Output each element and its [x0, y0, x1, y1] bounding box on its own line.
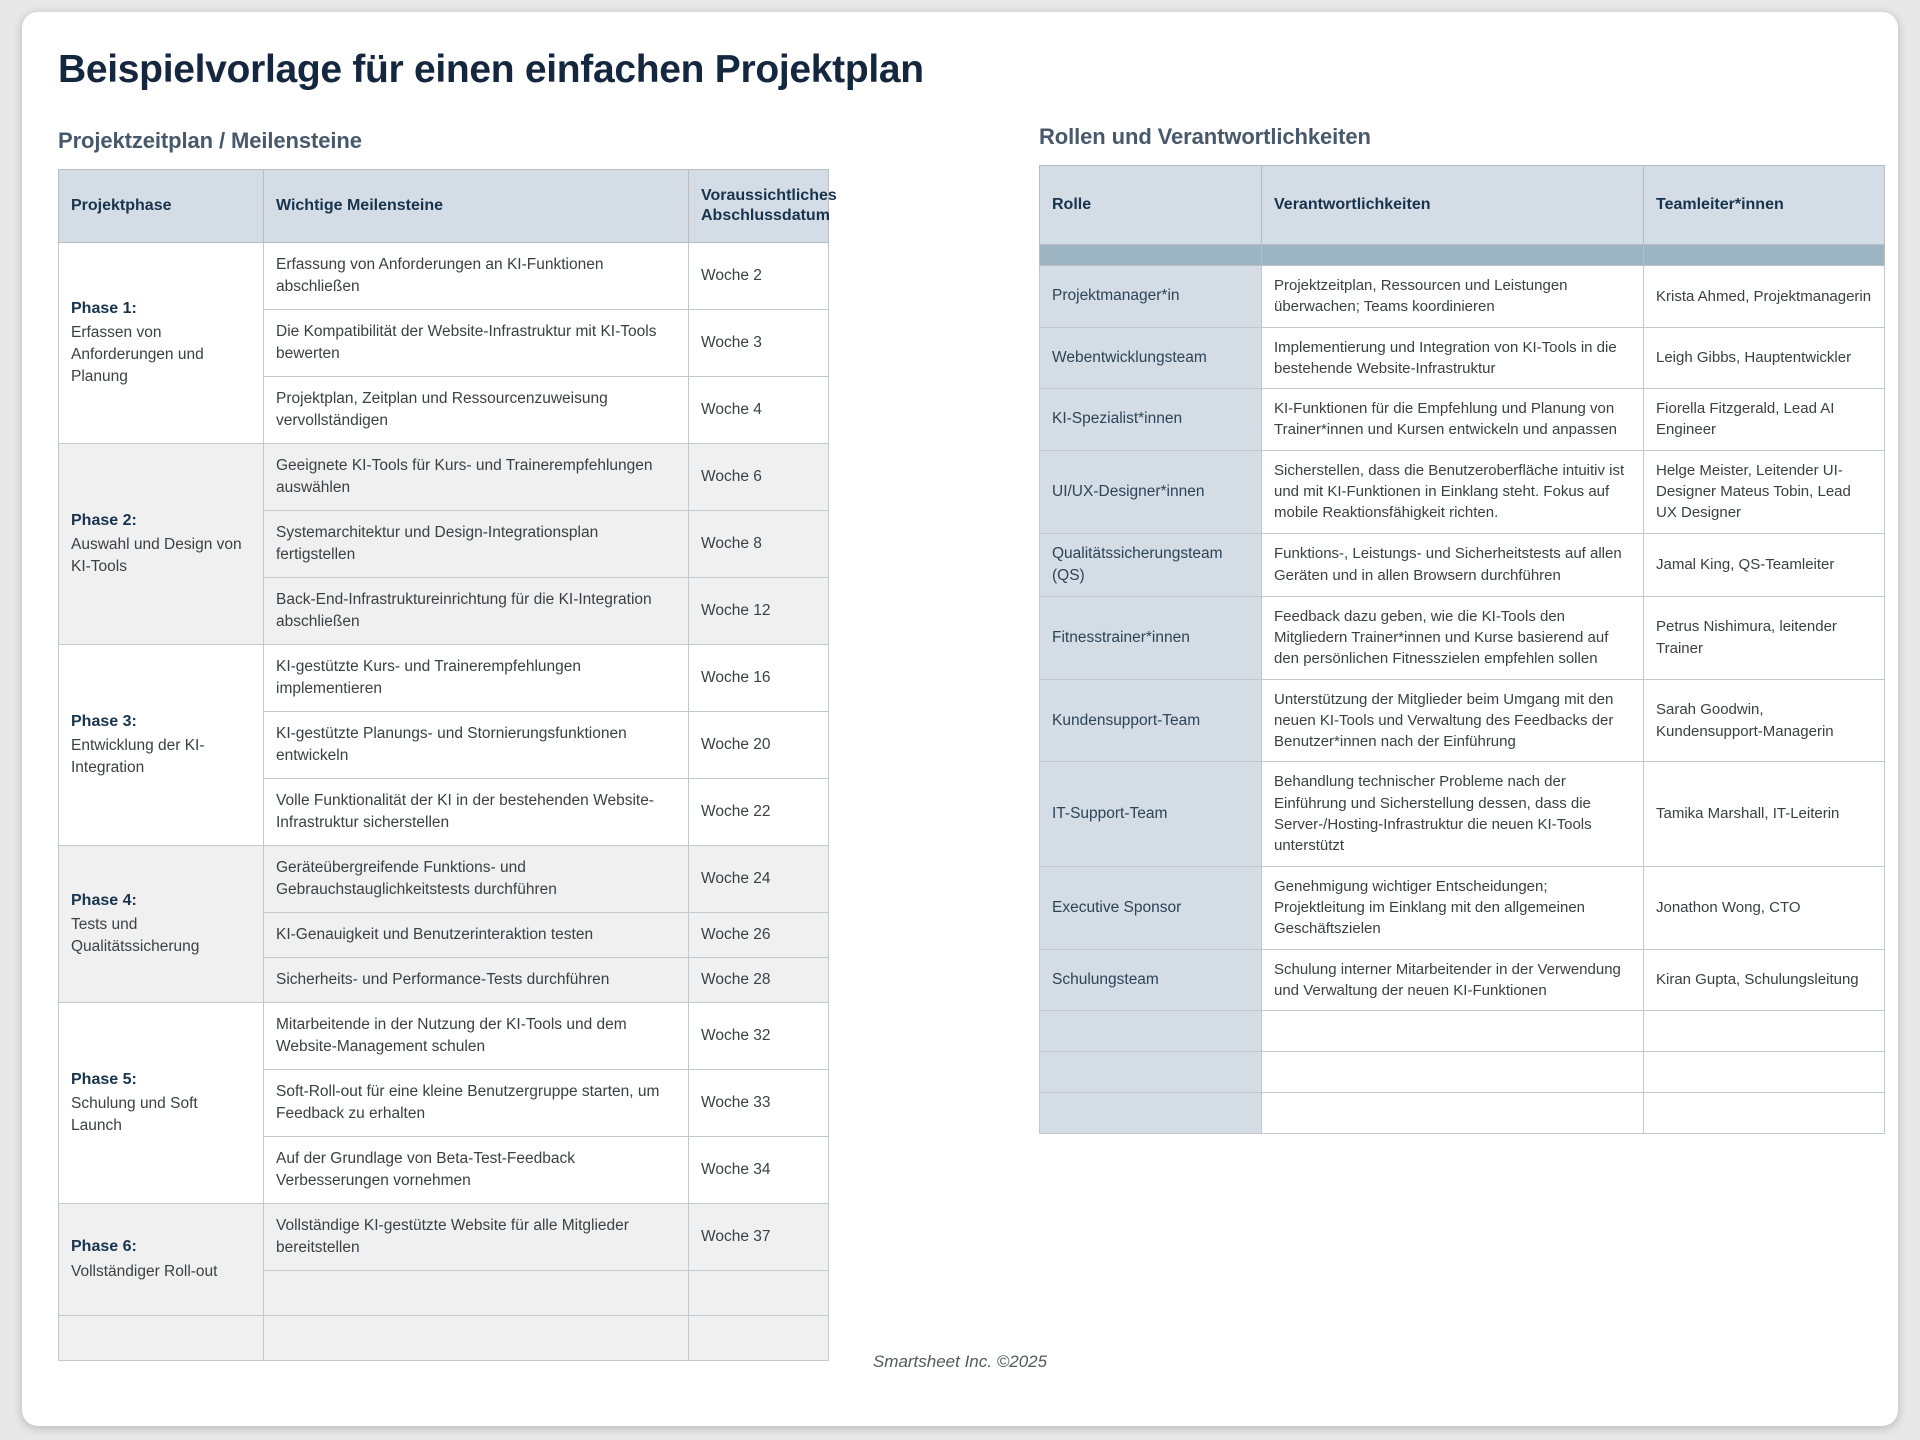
milestone-cell: Geeignete KI-Tools für Kurs- und Trainerempfehlungen auswählen: [264, 444, 689, 511]
column-header-projektphase: Projektphase: [59, 170, 264, 243]
roles-row: [1040, 949, 1885, 1011]
team-lead-cell: Kiran Gupta, Schulungsleitung: [1644, 949, 1885, 1011]
phase-cell: [59, 1003, 264, 1204]
phase-name: Phase 2:: [71, 511, 137, 529]
roles-row: [1040, 1011, 1885, 1052]
column-header-rolle: Rolle: [1040, 166, 1262, 245]
timeline-row: [59, 1204, 829, 1271]
phase-cell: [59, 1204, 264, 1316]
completion-date-cell: [689, 1271, 829, 1316]
roles-row: [1040, 1052, 1885, 1093]
milestone-cell: KI-Genauigkeit und Benutzerinteraktion testen: [264, 913, 689, 958]
timeline-table: [58, 169, 837, 1361]
responsibility-cell: Genehmigung wichtiger Entscheidungen; Projektleitung im Einklang mit den allgemeinen Geschäftszielen: [1262, 866, 1644, 949]
completion-date-cell: Woche 33: [689, 1070, 829, 1137]
phase-description: Auswahl und Design von KI-Tools: [71, 536, 242, 576]
roles-row: [1040, 450, 1885, 533]
roles-table-head: [1040, 166, 1885, 245]
role-cell: Schulungsteam: [1040, 949, 1262, 1011]
completion-date-cell: Woche 22: [689, 779, 829, 846]
timeline-header-row: [59, 170, 829, 243]
responsibility-cell: KI-Funktionen für die Empfehlung und Planung von Trainer*innen und Kursen entwickeln und anpassen: [1262, 389, 1644, 451]
completion-date-cell: Woche 2: [689, 243, 829, 310]
column-header-verantwortlichkeiten: Verantwortlichkeiten: [1262, 166, 1644, 245]
team-lead-cell: Petrus Nishimura, leitender Trainer: [1644, 596, 1885, 679]
responsibility-cell: Schulung interner Mitarbeitender in der Verwendung und Verwaltung der neuen KI-Funktionen: [1262, 949, 1644, 1011]
role-cell: [1040, 1052, 1262, 1093]
phase-description: Erfassen von Anforderungen und Planung: [71, 324, 204, 386]
completion-date-cell: Woche 32: [689, 1003, 829, 1070]
role-cell: Fitnesstrainer*innen: [1040, 596, 1262, 679]
document-page: [22, 12, 1898, 1426]
completion-date-cell: Woche 12: [689, 578, 829, 645]
roles-row: [1040, 679, 1885, 762]
completion-date-cell: Woche 16: [689, 645, 829, 712]
phase-description: Vollständiger Roll-out: [71, 1262, 218, 1280]
roles-table-body: [1040, 245, 1885, 1134]
team-lead-cell: Krista Ahmed, Projektmanagerin: [1644, 266, 1885, 328]
roles-divider-cell: [1262, 245, 1644, 266]
responsibility-cell: Implementierung und Integration von KI-Tools in die bestehende Website-Infrastruktur: [1262, 327, 1644, 389]
phase-name: Phase 4:: [71, 891, 137, 909]
role-cell: [1040, 1011, 1262, 1052]
phase-cell: [59, 243, 264, 444]
milestone-cell: Auf der Grundlage von Beta-Test-Feedback Verbesserungen vornehmen: [264, 1137, 689, 1204]
roles-row: [1040, 327, 1885, 389]
milestone-cell: Erfassung von Anforderungen an KI-Funktionen abschließen: [264, 243, 689, 310]
role-cell: Qualitätssicherungsteam (QS): [1040, 533, 1262, 596]
timeline-heading: Projektzeitplan / Meilensteine: [58, 128, 362, 153]
milestone-cell: Sicherheits- und Performance-Tests durchführen: [264, 958, 689, 1003]
phase-description: Schulung und Soft Launch: [71, 1095, 198, 1135]
role-cell: [1040, 1093, 1262, 1134]
phase-name: Phase 6:: [71, 1238, 137, 1256]
milestone-cell: Vollständige KI-gestützte Website für alle Mitglieder bereitstellen: [264, 1204, 689, 1271]
phase-name: Phase 3:: [71, 712, 137, 730]
role-cell: Kundensupport-Team: [1040, 679, 1262, 762]
timeline-row: [59, 243, 829, 310]
responsibility-cell: Projektzeitplan, Ressourcen und Leistungen überwachen; Teams koordinieren: [1262, 266, 1644, 328]
roles-row: [1040, 866, 1885, 949]
team-lead-cell: [1644, 1011, 1885, 1052]
role-cell: Executive Sponsor: [1040, 866, 1262, 949]
phase-name: Phase 1:: [71, 299, 137, 317]
milestone-cell: Die Kompatibilität der Website-Infrastruktur mit KI-Tools bewerten: [264, 310, 689, 377]
milestone-cell: Mitarbeitende in der Nutzung der KI-Tools und dem Website-Management schulen: [264, 1003, 689, 1070]
completion-date-cell: Woche 4: [689, 377, 829, 444]
completion-date-cell: Woche 6: [689, 444, 829, 511]
roles-header-row: [1040, 166, 1885, 245]
timeline-row: [59, 846, 829, 913]
roles-row: [1040, 533, 1885, 596]
responsibility-cell: Funktions-, Leistungs- und Sicherheitstests auf allen Geräten und in allen Browsern durchführen: [1262, 533, 1644, 596]
phase-description: Entwicklung der KI-Integration: [71, 737, 205, 777]
team-lead-cell: Leigh Gibbs, Hauptentwickler: [1644, 327, 1885, 389]
timeline-section: [58, 128, 837, 1361]
team-lead-cell: Sarah Goodwin, Kundensupport-Managerin: [1644, 679, 1885, 762]
roles-divider-row: [1040, 245, 1885, 266]
roles-section: [1039, 124, 1884, 1134]
phase-name: Phase 5:: [71, 1070, 137, 1088]
column-header-abschlussdatum: Voraussichtliches Abschlussdatum: [689, 170, 829, 243]
team-lead-cell: [1644, 1093, 1885, 1134]
roles-row: [1040, 389, 1885, 451]
team-lead-cell: Helge Meister, Leitender UI-Designer Mateus Tobin, Lead UX Designer: [1644, 450, 1885, 533]
role-cell: UI/UX-Designer*innen: [1040, 450, 1262, 533]
milestone-cell: Systemarchitektur und Design-Integrationsplan fertigstellen: [264, 511, 689, 578]
team-lead-cell: Jonathon Wong, CTO: [1644, 866, 1885, 949]
phase-cell: [59, 846, 264, 1003]
responsibility-cell: Feedback dazu geben, wie die KI-Tools den Mitgliedern Trainer*innen und Kurse basierend auf den persönlichen Fitnesszielen empfehlen sollen: [1262, 596, 1644, 679]
phase-cell: [59, 444, 264, 645]
roles-row: [1040, 266, 1885, 328]
roles-heading: Rollen und Verantwortlichkeiten: [1039, 124, 1371, 149]
role-cell: Projektmanager*in: [1040, 266, 1262, 328]
responsibility-cell: [1262, 1093, 1644, 1134]
responsibility-cell: Sicherstellen, dass die Benutzeroberfläche intuitiv ist und mit KI-Funktionen in Einklang steht. Fokus auf mobile Reaktionsfähigkeit richten.: [1262, 450, 1644, 533]
timeline-row: [59, 1003, 829, 1070]
milestone-cell: Back-End-Infrastruktureinrichtung für die KI-Integration abschließen: [264, 578, 689, 645]
timeline-row: [59, 645, 829, 712]
milestone-cell: [264, 1271, 689, 1316]
timeline-table-head: [59, 170, 837, 243]
phase-description: Tests und Qualitätssicherung: [71, 916, 200, 956]
roles-divider-cell: [1040, 245, 1262, 266]
column-header-meilensteine: Wichtige Meilensteine: [264, 170, 689, 243]
milestone-cell: KI-gestützte Kurs- und Trainerempfehlungen implementieren: [264, 645, 689, 712]
completion-date-cell: Woche 3: [689, 310, 829, 377]
completion-date-cell: Woche 20: [689, 712, 829, 779]
completion-date-cell: Woche 28: [689, 958, 829, 1003]
completion-date-cell: Woche 24: [689, 846, 829, 913]
responsibility-cell: Unterstützung der Mitglieder beim Umgang mit den neuen KI-Tools und Verwaltung des Feedbacks der Benutzer*innen nach der Einführung: [1262, 679, 1644, 762]
milestone-cell: KI-gestützte Planungs- und Stornierungsfunktionen entwickeln: [264, 712, 689, 779]
page-title: Beispielvorlage für einen einfachen Projektplan: [58, 48, 924, 91]
footer-copyright: Smartsheet Inc. ©2025: [872, 1352, 1048, 1371]
responsibility-cell: [1262, 1052, 1644, 1093]
role-cell: IT-Support-Team: [1040, 762, 1262, 866]
role-cell: Webentwicklungsteam: [1040, 327, 1262, 389]
milestone-cell: Volle Funktionalität der KI in der bestehenden Website-Infrastruktur sicherstellen: [264, 779, 689, 846]
completion-date-cell: Woche 37: [689, 1204, 829, 1271]
team-lead-cell: Tamika Marshall, IT-Leiterin: [1644, 762, 1885, 866]
team-lead-cell: Jamal King, QS-Teamleiter: [1644, 533, 1885, 596]
roles-row: [1040, 762, 1885, 866]
milestone-cell: Geräteübergreifende Funktions- und Gebrauchstauglichkeitstests durchführen: [264, 846, 689, 913]
team-lead-cell: Fiorella Fitzgerald, Lead AI Engineer: [1644, 389, 1885, 451]
responsibility-cell: [1262, 1011, 1644, 1052]
roles-divider-cell: [1644, 245, 1885, 266]
completion-date-cell: Woche 8: [689, 511, 829, 578]
roles-row: [1040, 596, 1885, 679]
team-lead-cell: [1644, 1052, 1885, 1093]
responsibility-cell: Behandlung technischer Probleme nach der Einführung und Sicherstellung dessen, dass die Server-/Hosting-Infrastruktur die neuen KI-Tools unterstützt: [1262, 762, 1644, 866]
timeline-table-body: [59, 243, 829, 1361]
milestone-cell: Projektplan, Zeitplan und Ressourcenzuweisung vervollständigen: [264, 377, 689, 444]
phase-cell: [59, 645, 264, 846]
completion-date-cell: Woche 26: [689, 913, 829, 958]
roles-table: [1039, 165, 1885, 1134]
milestone-cell: Soft-Roll-out für eine kleine Benutzergruppe starten, um Feedback zu erhalten: [264, 1070, 689, 1137]
completion-date-cell: Woche 34: [689, 1137, 829, 1204]
timeline-row: [59, 444, 829, 511]
column-header-teamleiter: Teamleiter*innen: [1644, 166, 1885, 245]
role-cell: KI-Spezialist*innen: [1040, 389, 1262, 451]
roles-row: [1040, 1093, 1885, 1134]
